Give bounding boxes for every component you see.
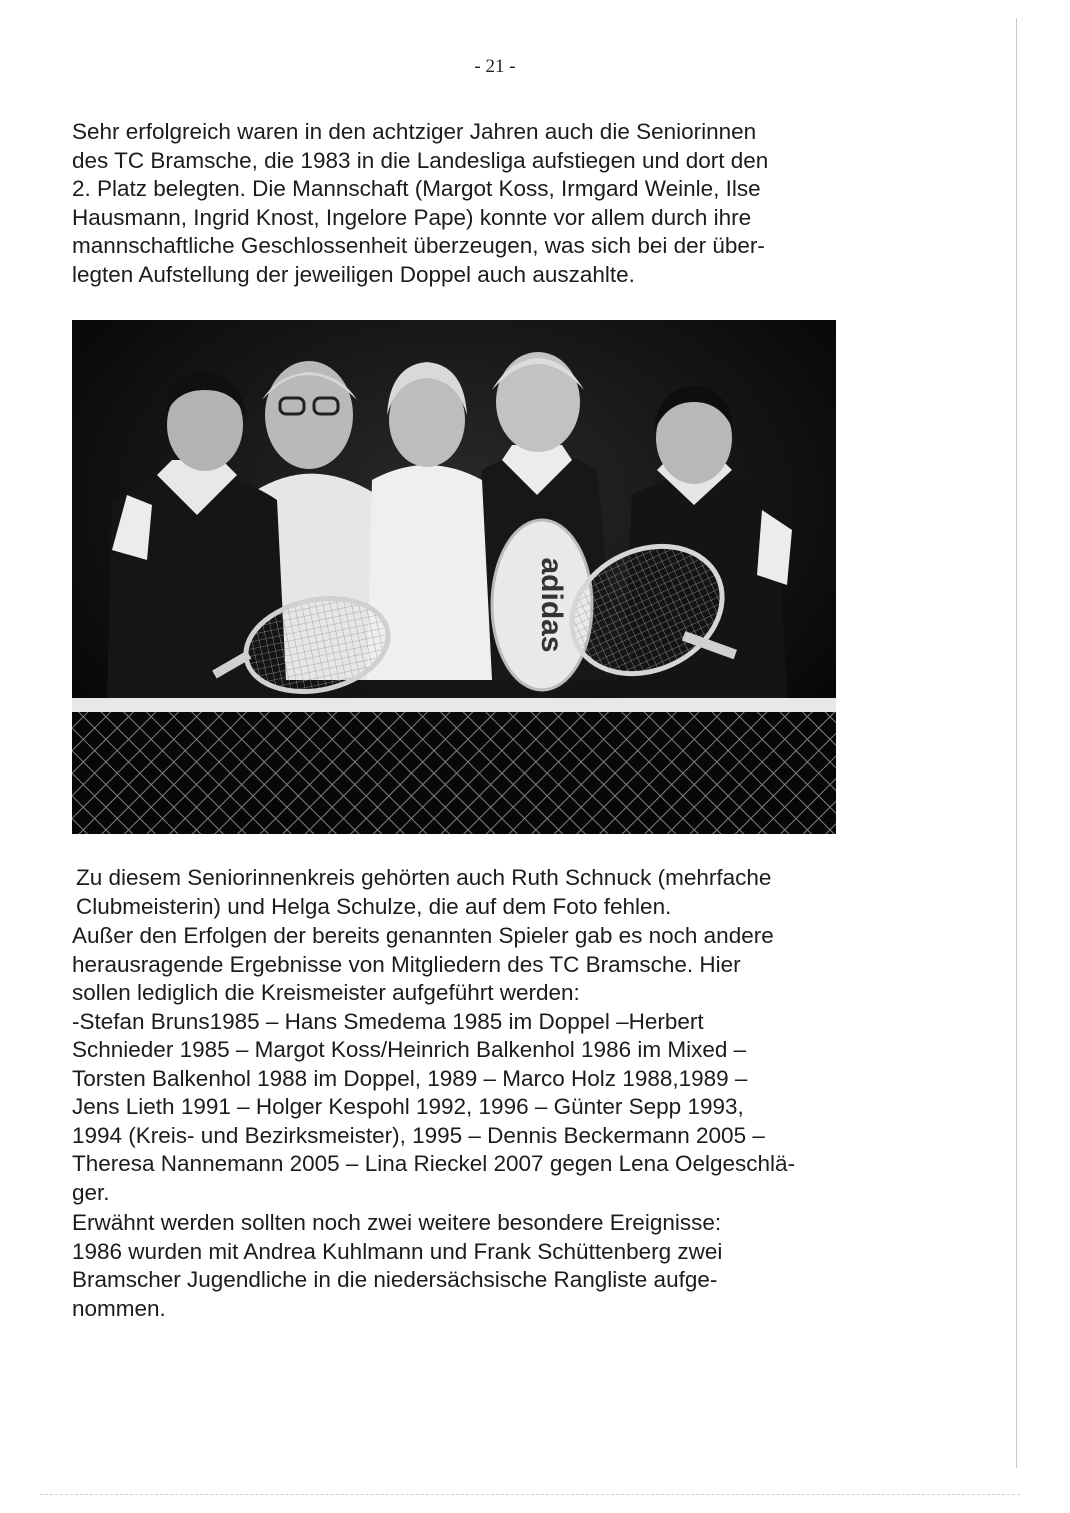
- text-line: legten Aufstellung der jeweiligen Doppel auch auszahlte.: [72, 261, 635, 287]
- text-line: des TC Bramsche, die 1983 in die Landesliga aufstiegen und dort den: [72, 147, 769, 173]
- racket-brand-label: adidas: [535, 557, 568, 653]
- paragraph-ereignisse: [72, 1209, 722, 1323]
- text-line: -Stefan Bruns1985 – Hans Smedema 1985 im Doppel –Herbert: [72, 1008, 704, 1034]
- text-line: Jens Lieth 1991 – Holger Kespohl 1992, 1996 – Günter Sepp 1993,: [72, 1094, 744, 1119]
- team-photo-illustration: [72, 320, 836, 834]
- paragraph-kreismeister: [72, 922, 795, 1207]
- text-line: 1994 (Kreis- und Bezirksmeister), 1995 – Dennis Beckermann 2005 –: [72, 1122, 765, 1148]
- text-line: Erwähnt werden sollten noch zwei weitere besondere Ereignisse:: [72, 1210, 722, 1235]
- tennis-net: [72, 698, 836, 834]
- text-line: Clubmeisterin) und Helga Schulze, die auf dem Foto fehlen.: [76, 893, 672, 919]
- scan-margin-line: [1016, 18, 1017, 1468]
- text-line: Hausmann, Ingrid Knost, Ingelore Pape) konnte vor allem durch ihre: [72, 204, 752, 230]
- text-line: Schnieder 1985 – Margot Koss/Heinrich Balkenhol 1986 im Mixed –: [72, 1037, 747, 1062]
- text-line: mannschaftliche Geschlossenheit überzeugen, was sich bei der über-: [72, 233, 765, 258]
- text-line: Theresa Nannemann 2005 – Lina Rieckel 2007 gegen Lena Oelgeschlä-: [72, 1151, 795, 1176]
- text-line: sollen lediglich die Kreismeister aufgeführt werden:: [72, 980, 580, 1005]
- paragraph-seniorinnenkreis: [76, 864, 771, 921]
- team-photo: [72, 320, 836, 834]
- text-line: Zu diesem Seniorinnenkreis gehörten auch Ruth Schnuck (mehrfache: [76, 865, 772, 890]
- text-line: 2. Platz belegten. Die Mannschaft (Margot Koss, Irmgard Weinle, Ilse: [72, 176, 761, 201]
- text-line: Torsten Balkenhol 1988 im Doppel, 1989 – Marco Holz 1988,1989 –: [72, 1065, 748, 1091]
- page-number: - 21 -: [474, 56, 516, 77]
- text-line: herausragende Ergebnisse von Mitgliedern des TC Bramsche. Hier: [72, 951, 741, 977]
- scan-bottom-line: [40, 1494, 1020, 1495]
- text-line: Bramscher Jugendliche in die niedersächsische Rangliste aufge-: [72, 1267, 718, 1292]
- text-line: Sehr erfolgreich waren in den achtziger Jahren auch die Seniorinnen: [72, 119, 757, 144]
- paragraph-seniorinnen: [72, 118, 768, 289]
- text-line: ger.: [72, 1179, 110, 1205]
- text-line: 1986 wurden mit Andrea Kuhlmann und Frank Schüttenberg zwei: [72, 1238, 723, 1264]
- text-line: Außer den Erfolgen der bereits genannten Spieler gab es noch andere: [72, 923, 774, 948]
- text-line: nommen.: [72, 1295, 166, 1321]
